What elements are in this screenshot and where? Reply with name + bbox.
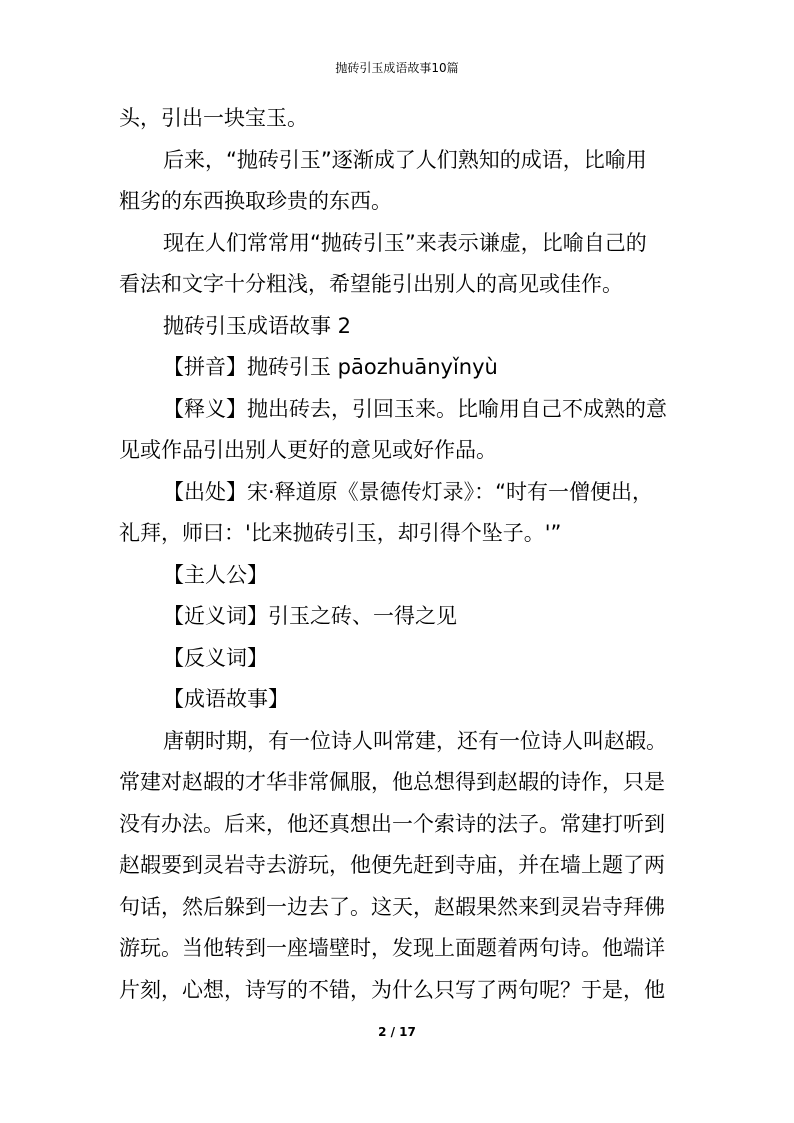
text-line: 游玩。当他转到一座墙壁时，发现上面题着两句诗。他端详 [119,936,665,960]
text-line: 见或作品引出别人更好的意见或好作品。 [119,438,497,462]
page-header: 抛砖引玉成语故事10篇 [335,61,459,75]
text-line: 礼拜，师曰：'比来抛砖引玉，却引得个坠子。'” [119,521,562,545]
antonym-entry: 【反义词】 [163,645,268,670]
text-line: 片刻，心想，诗写的不错，为什么只写了两句呢？于是，他 [119,977,665,1002]
source-entry: 【出处】宋·释道原《景德传灯录》：“时有一僧便出， [163,479,654,504]
pinyin-entry: 【拼音】抛砖引玉 pāozhuānyǐnyù [163,355,498,379]
text-line: 粗劣的东西换取珍贵的东西。 [119,189,392,213]
text-line: 现在人们常常用“抛砖引玉”来表示谦虚，比喻自己的 [163,230,647,255]
synonym-entry: 【近义词】引玉之砖、一得之见 [163,604,457,628]
text-line: 唐朝时期，有一位诗人叫常建，还有一位诗人叫赵嘏。 [163,728,667,753]
text-line: 赵嘏要到灵岩寺去游玩，他便先赶到寺庙，并在墙上题了两 [119,853,665,877]
text-line: 头，引出一块宝玉。 [119,106,308,130]
story-heading: 【成语故事】 [163,687,289,711]
page-number: 2 / 17 [378,1025,416,1039]
section-heading: 抛砖引玉成语故事 2 [163,313,352,338]
text-line: 后来，“抛砖引玉”逐渐成了人们熟知的成语，比喻用 [163,147,647,172]
definition-entry: 【释义】抛出砖去，引回玉来。比喻用自己不成熟的意 [163,396,667,421]
text-line: 没有办法。后来，他还真想出一个索诗的法子。常建打听到 [119,811,665,836]
document-body [119,98,679,1011]
text-line: 句话，然后躲到一边去了。这天，赵嘏果然来到灵岩寺拜佛 [119,894,665,919]
protagonist-entry: 【主人公】 [163,562,268,587]
text-line: 常建对赵嘏的才华非常佩服，他总想得到赵嘏的诗作，只是 [119,770,665,794]
text-line: 看法和文字十分粗浅，希望能引出别人的高见或佳作。 [119,272,623,296]
